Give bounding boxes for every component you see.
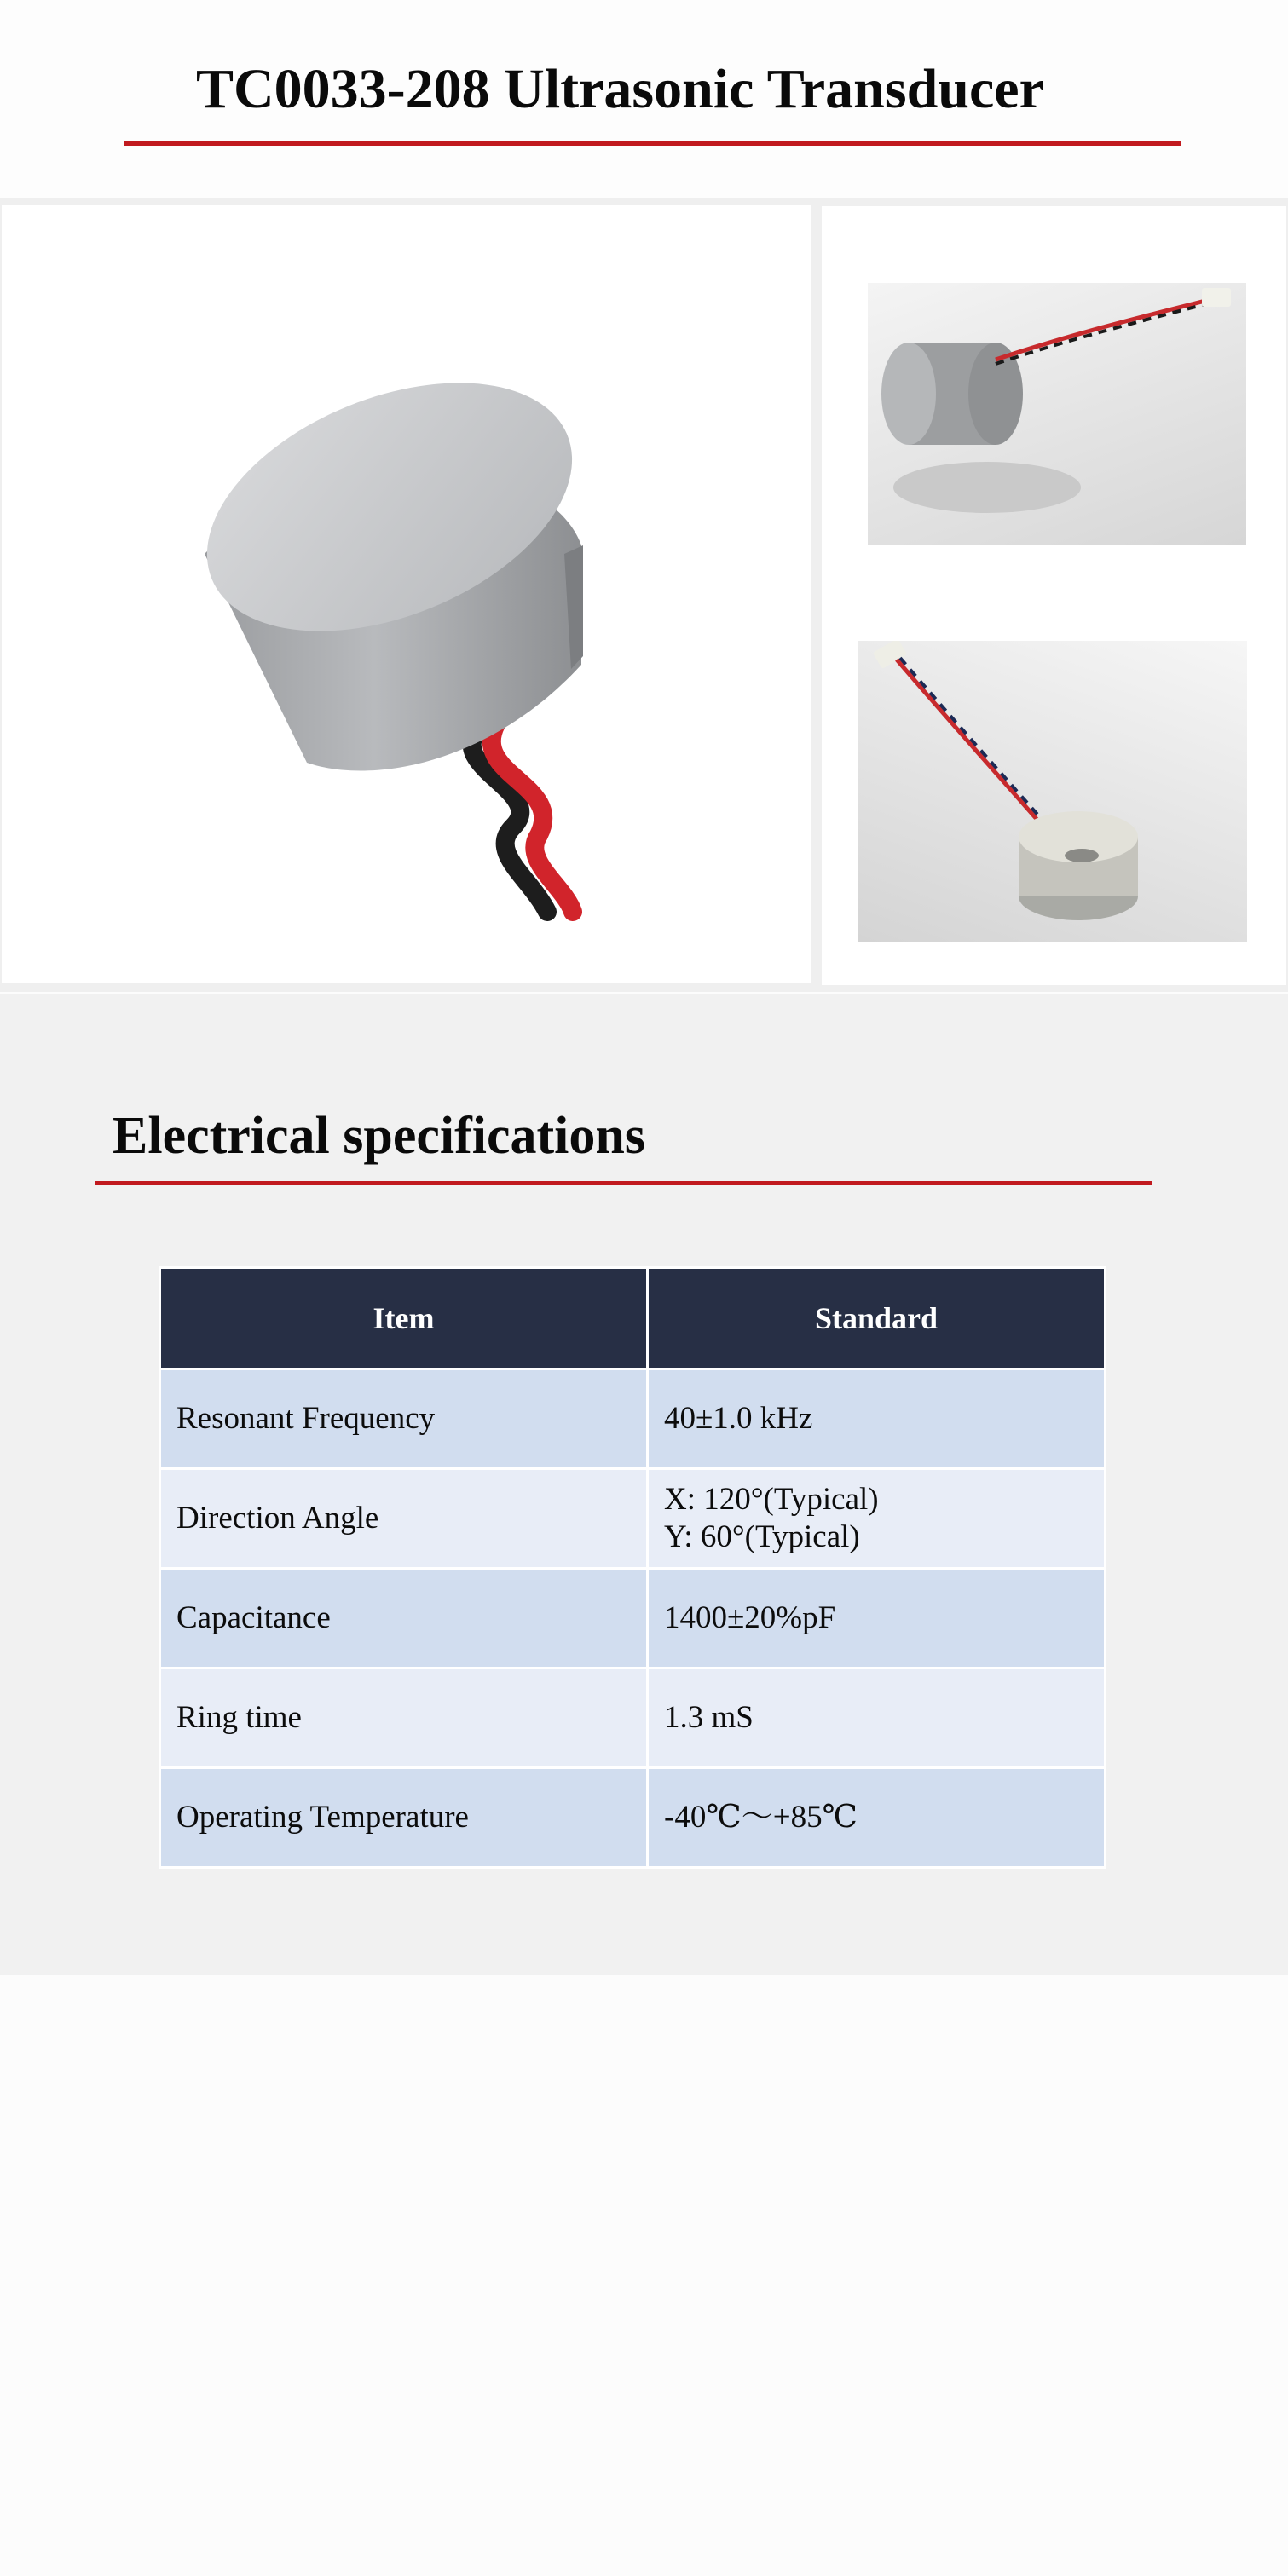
specs-heading: Electrical specifications: [113, 1107, 645, 1165]
spec-value: [648, 1469, 1106, 1569]
spec-value: [648, 1668, 1106, 1768]
spec-value: [648, 1768, 1106, 1868]
transducer-side-view-photo: [868, 283, 1246, 545]
spec-item: Operating Temperature: [160, 1768, 648, 1868]
side-view-illustration: [868, 283, 1246, 545]
spec-value-line: -40℃～+85℃: [664, 1799, 858, 1835]
bottom-view-illustration: [858, 641, 1247, 942]
spec-item: Ring time: [160, 1668, 648, 1768]
title-underline: [124, 141, 1181, 146]
spec-table: [159, 1266, 1106, 1869]
spec-item: Direction Angle: [160, 1469, 648, 1569]
spec-value: [648, 1569, 1106, 1668]
page-title: TC0033-208 Ultrasonic Transducer: [196, 58, 1044, 120]
column-header-standard: Standard: [648, 1268, 1106, 1369]
table-row: [160, 1668, 1106, 1768]
column-header-item: Item: [160, 1268, 648, 1369]
table-row: [160, 1569, 1106, 1668]
table-header-row: [160, 1268, 1106, 1369]
spec-value-line: 40±1.0 kHz: [664, 1400, 813, 1436]
spec-value-line: 1400±20%pF: [664, 1599, 836, 1635]
transducer-render-illustration: [2, 205, 811, 983]
spec-value-line: 1.3 mS: [664, 1699, 754, 1735]
spec-item: Capacitance: [160, 1569, 648, 1668]
table-row: [160, 1469, 1106, 1569]
spec-value-line: X: 120°(Typical): [664, 1481, 879, 1517]
spec-value-line: Y: 60°(Typical): [664, 1519, 860, 1554]
specs-underline: [95, 1181, 1152, 1185]
spec-item: Resonant Frequency: [160, 1369, 648, 1469]
table-row: [160, 1369, 1106, 1469]
table-row: [160, 1768, 1106, 1868]
transducer-bottom-view-photo: [858, 641, 1247, 942]
main-product-image: [2, 205, 811, 983]
spec-value: [648, 1369, 1106, 1469]
